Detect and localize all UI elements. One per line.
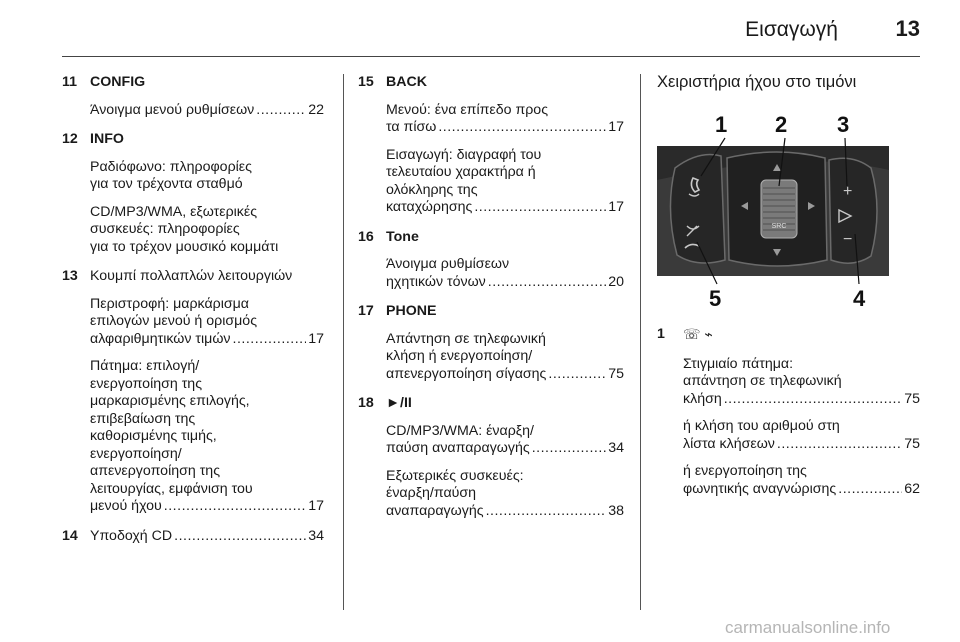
- desc-line: Άνοιγμα ρυθμίσεων: [386, 256, 510, 272]
- page-ref: 17: [608, 119, 624, 135]
- callout-4: 4: [853, 285, 866, 308]
- item-description: [386, 256, 624, 291]
- item-1: [657, 326, 920, 499]
- desc-line: απάντηση σε τηλεφωνική: [683, 373, 842, 389]
- desc-line: αλφαριθμητικών τιμών: [90, 330, 231, 347]
- desc-line: ηχητικών τόνων: [386, 273, 486, 290]
- item-description: [683, 356, 920, 409]
- item-description: [386, 102, 624, 137]
- desc-line: έναρξη/παύση: [386, 485, 477, 501]
- desc-line: λειτουργίας, εμφάνιση του: [90, 480, 253, 497]
- desc-line: μαρκαρισμένης επιλογής,: [90, 393, 250, 409]
- item-heading: Κουμπί πολλαπλών λειτουργιών: [90, 268, 293, 284]
- page-header: [62, 0, 920, 57]
- page-ref: 20: [608, 273, 624, 290]
- column-divider: [343, 74, 344, 610]
- item-number: 17: [358, 303, 374, 319]
- item-heading: Tone: [386, 228, 419, 245]
- desc-line: επιβεβαίωση της: [90, 410, 196, 427]
- desc-line: Στιγμιαίο πάτημα:: [683, 355, 794, 372]
- item-12: [62, 131, 324, 256]
- item-heading: PHONE: [386, 303, 437, 319]
- desc-line: φωνητικής αναγνώρισης: [683, 480, 837, 497]
- item-number: 16: [358, 228, 374, 245]
- column-right: [657, 74, 920, 498]
- desc-line: CD/MP3/WMA: έναρξη/: [386, 422, 534, 439]
- desc-line: Εισαγωγή: διαγραφή του: [386, 146, 542, 163]
- item-13: [62, 268, 324, 516]
- item-description: [90, 358, 324, 516]
- desc-line: απενεργοποίηση σίγασης: [386, 365, 547, 382]
- item-17: [358, 303, 624, 383]
- phone-voice-icon: ☏ ⌁: [683, 325, 713, 342]
- item-15: [358, 74, 624, 217]
- callout-2: 2: [775, 111, 788, 137]
- item-number: 14: [62, 527, 78, 544]
- page-ref: 75: [608, 365, 624, 382]
- item-heading: ►/ΙΙ: [386, 395, 412, 411]
- desc-line: καθορισμένης τιμής,: [90, 428, 217, 444]
- src-label: SRC: [771, 222, 787, 230]
- desc-line: συσκευές: πληροφορίες: [90, 221, 240, 237]
- desc-line: Πάτημα: επιλογή/: [90, 358, 200, 374]
- svg-text:+: +: [843, 182, 853, 200]
- desc-line: τελευταίου χαρακτήρα ή: [386, 164, 536, 180]
- item-description: [683, 418, 920, 453]
- item-number: 18: [358, 395, 374, 411]
- column-left: [62, 74, 324, 545]
- desc-line: απενεργοποίηση της: [90, 463, 221, 479]
- item-number: 13: [62, 268, 78, 284]
- page-ref: 34: [608, 440, 624, 456]
- desc-line: αναπαραγωγής: [386, 502, 484, 519]
- desc-line: ενεργοποίηση/: [90, 445, 182, 462]
- item-heading: Υποδοχή CD: [90, 527, 173, 544]
- desc-line: καταχώρησης: [386, 199, 473, 215]
- desc-line: για τον τρέχοντα σταθμό: [90, 176, 243, 192]
- page-ref: 75: [904, 435, 920, 452]
- item-description: [386, 468, 624, 521]
- page-ref: 17: [608, 199, 624, 215]
- desc-line: ολόκληρης της: [386, 181, 478, 198]
- desc-line: επιλογών μενού ή ορισμός: [90, 313, 258, 329]
- item-description: [386, 147, 624, 217]
- item-description: [90, 296, 324, 349]
- callout-3: 3: [837, 111, 850, 137]
- item-number: 11: [62, 74, 77, 90]
- desc-line: Άνοιγμα μενού ρυθμίσεων: [90, 101, 255, 118]
- callout-1: 1: [715, 111, 728, 137]
- desc-line: για το τρέχον μουσικό κομμάτι: [90, 238, 279, 255]
- desc-line: παύση αναπαραγωγής: [386, 440, 530, 456]
- column-divider: [640, 74, 641, 610]
- desc-line: ή ενεργοποίηση της: [683, 463, 807, 479]
- desc-line: Ραδιόφωνο: πληροφορίες: [90, 158, 252, 175]
- page-ref: 22: [308, 101, 324, 118]
- desc-line: τα πίσω: [386, 119, 437, 135]
- item-description: [90, 102, 324, 120]
- item-number: 12: [62, 131, 78, 147]
- desc-line: ή κλήση του αριθμού στη: [683, 418, 840, 434]
- desc-line: κλήση: [683, 390, 722, 407]
- callout-5: 5: [709, 285, 722, 308]
- desc-line: Απάντηση σε τηλεφωνική: [386, 330, 546, 347]
- desc-line: κλήση ή ενεργοποίηση/: [386, 348, 533, 364]
- page-ref: 17: [308, 498, 324, 514]
- item-heading: CONFIG: [90, 74, 146, 90]
- item-description: [386, 423, 624, 458]
- page-number: 13: [895, 16, 920, 41]
- page-ref: 17: [308, 330, 324, 347]
- desc-line: Μενού: ένα επίπεδο προς: [386, 101, 549, 118]
- item-11: [62, 74, 324, 119]
- item-number: 15: [358, 74, 374, 90]
- desc-line: CD/MP3/WMA, εξωτερικές: [90, 203, 258, 220]
- item-description: [90, 204, 324, 257]
- desc-line: Περιστροφή: μαρκάρισμα: [90, 295, 250, 312]
- item-number: 1: [657, 325, 665, 342]
- item-heading: BACK: [386, 74, 427, 90]
- desc-line: Εξωτερικές συσκευές:: [386, 467, 524, 484]
- item-heading: INFO: [90, 131, 124, 147]
- watermark: carmanualsonline.info: [725, 618, 891, 637]
- page-title: Εισαγωγή: [745, 18, 838, 41]
- item-description: [683, 463, 920, 498]
- desc-line: ενεργοποίηση της: [90, 375, 203, 392]
- item-18: [358, 395, 624, 520]
- item-14: [62, 528, 324, 546]
- svg-text:−: −: [843, 230, 853, 248]
- page-ref: 34: [308, 527, 324, 544]
- page-ref: 38: [608, 502, 624, 519]
- page-ref: 62: [904, 480, 920, 497]
- page-ref: 75: [904, 390, 920, 407]
- item-description: [90, 159, 324, 194]
- column-middle: [358, 74, 624, 520]
- steering-wheel-controls-figure: [657, 110, 889, 308]
- item-16: [358, 229, 624, 292]
- item-description: [386, 331, 624, 384]
- section-title: Χειριστήρια ήχου στο τιμόνι: [657, 73, 857, 91]
- desc-line: λίστα κλήσεων: [683, 435, 775, 452]
- desc-line: μενού ήχου: [90, 498, 162, 514]
